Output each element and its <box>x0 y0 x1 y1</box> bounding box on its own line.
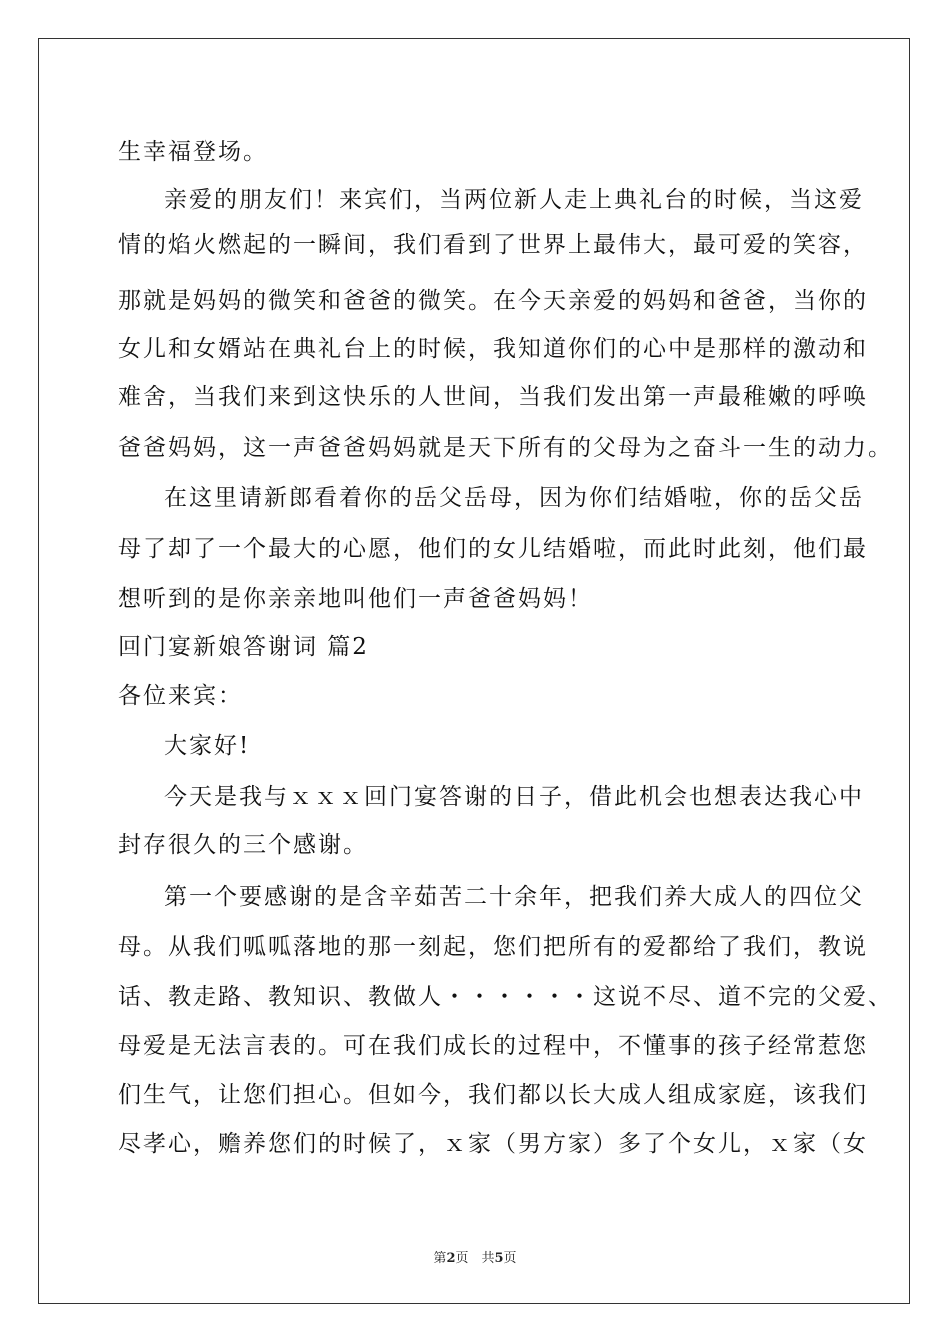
text-line: 情的焰火燃起的一瞬间，我们看到了世界上最伟大，最可爱的笑容， <box>118 232 868 258</box>
footer-suffix: 页 <box>503 1251 517 1266</box>
text-line: 封存很久的三个感谢。 <box>118 832 368 858</box>
text-line: 那就是妈妈的微笑和爸爸的微笑。在今天亲爱的妈妈和爸爸，当你的 <box>118 288 868 314</box>
text-line: 母爱是无法言表的。可在我们成长的过程中，不懂事的孩子经常惹您 <box>118 1033 868 1059</box>
text-line: 今天是我与ｘｘｘ回门宴答谢的日子，借此机会也想表达我心中 <box>164 784 864 810</box>
greeting: 大家好! <box>164 733 251 759</box>
text-line: 在这里请新郎看着你的岳父岳母，因为你们结婚啦，你的岳父岳 <box>164 485 864 511</box>
footer-prefix: 第 <box>433 1251 447 1266</box>
text-line: 母了却了一个最大的心愿，他们的女儿结婚啦，而此时此刻，他们最 <box>118 536 868 562</box>
text-line: 生幸福登场。 <box>118 139 268 165</box>
text-line: 第一个要感谢的是含辛茹苦二十余年，把我们养大成人的四位父 <box>164 884 864 910</box>
text-line: 女儿和女婿站在典礼台上的时候，我知道你们的心中是那样的激动和 <box>118 336 868 362</box>
text-line: 亲爱的朋友们！来宾们，当两位新人走上典礼台的时候，当这爱 <box>164 187 864 213</box>
text-line: 们生气，让您们担心。但如今，我们都以长大成人组成家庭，该我们 <box>118 1082 868 1108</box>
total-page-count: 5 <box>494 1251 504 1266</box>
text-line: 爸爸妈妈，这一声爸爸妈妈就是天下所有的父母为之奋斗一生的动力。 <box>118 435 893 461</box>
salutation: 各位来宾： <box>118 683 243 709</box>
page-footer <box>0 1247 950 1266</box>
section-heading: 回门宴新娘答谢词 篇2 <box>118 634 369 660</box>
current-page-number: 2 <box>446 1251 456 1266</box>
text-line: 难舍，当我们来到这快乐的人世间，当我们发出第一声最稚嫩的呼唤 <box>118 384 868 410</box>
text-line: 母。从我们呱呱落地的那一刻起，您们把所有的爱都给了我们，教说 <box>118 934 868 960</box>
footer-mid: 页 共 <box>455 1251 495 1266</box>
text-line: 尽孝心，赡养您们的时候了，ｘ家（男方家）多了个女儿，ｘ家（女 <box>118 1131 868 1157</box>
text-line: 话、教走路、教知识、教做人・・・・・・这说不尽、道不完的父爱、 <box>118 984 893 1010</box>
page-border <box>38 38 910 1304</box>
text-line: 想听到的是你亲亲地叫他们一声爸爸妈妈！ <box>118 586 593 612</box>
